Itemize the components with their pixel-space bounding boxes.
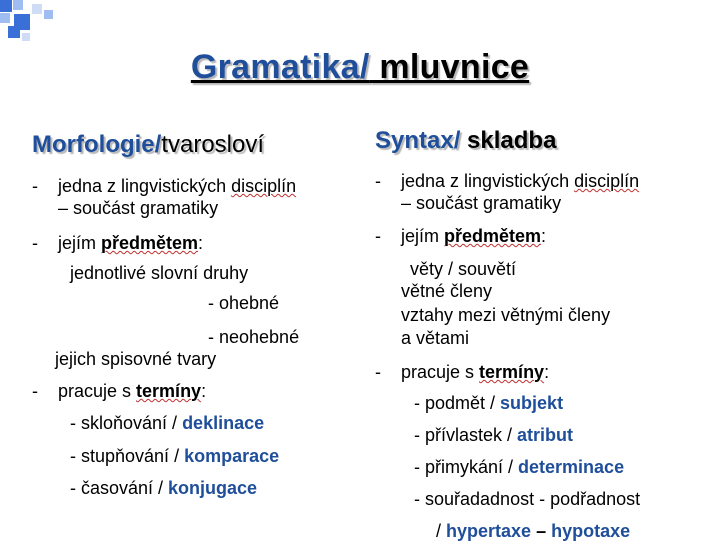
left-term-1-cz: - skloňování / xyxy=(70,413,183,433)
right-term-2 xyxy=(414,424,573,446)
left-word-types: jednotlivé slovní druhy xyxy=(70,263,249,283)
right-term-1-cz: - podmět / xyxy=(414,393,501,413)
left-term-1 xyxy=(70,412,264,434)
left-item2-text: jejím xyxy=(58,233,102,253)
right-hypertaxe-line xyxy=(436,520,630,542)
right-item2-subject: předmětem xyxy=(444,226,542,246)
left-item3 xyxy=(58,380,206,402)
left-item3-terms: termíny xyxy=(136,381,202,401)
right-item1-line2: – součást gramatiky xyxy=(401,193,562,213)
right-heading xyxy=(375,127,556,155)
right-item2-colon: : xyxy=(541,226,547,246)
right-item1-line1 xyxy=(401,170,639,192)
right-object-4: a větami xyxy=(401,328,470,348)
right-item1-dash: - xyxy=(375,171,381,191)
right-item3-terms: termíny xyxy=(479,362,545,382)
left-flexible: - ohebné xyxy=(208,293,280,313)
left-item2-colon: : xyxy=(198,233,204,253)
left-item1-line1 xyxy=(58,175,296,197)
left-term-1-latin: deklinace xyxy=(182,413,265,433)
right-term-3 xyxy=(414,456,624,478)
right-item2-text: jejím xyxy=(401,226,445,246)
left-item3-dash: - xyxy=(32,381,38,401)
right-item3-text: pracuje s xyxy=(401,362,480,382)
right-heading-part2: skladba xyxy=(460,127,557,154)
right-item2 xyxy=(401,225,546,247)
left-term-2 xyxy=(70,445,279,467)
left-item2 xyxy=(58,232,203,254)
corner-decoration xyxy=(0,0,80,45)
right-object-2: větné členy xyxy=(401,281,493,301)
page-title xyxy=(0,48,720,87)
left-term-3 xyxy=(70,477,257,499)
right-item3-colon: : xyxy=(544,362,550,382)
right-heading-part1: Syntax/ xyxy=(375,127,461,154)
left-heading xyxy=(32,131,264,159)
left-term-3-cz: - časování / xyxy=(70,478,169,498)
right-hypotaxe: hypotaxe xyxy=(551,521,631,541)
left-item2-dash: - xyxy=(32,233,38,253)
right-term-3-latin: determinace xyxy=(518,457,625,477)
right-item3-dash: - xyxy=(375,362,381,382)
left-item3-text: pracuje s xyxy=(58,381,137,401)
left-term-2-latin: komparace xyxy=(184,446,280,466)
right-term-2-cz: - přívlastek / xyxy=(414,425,518,445)
right-object-1: věty / souvětí xyxy=(410,259,517,279)
left-standard-forms: jejich spisovné tvary xyxy=(55,349,217,369)
left-item1-line2: – součást gramatiky xyxy=(58,198,219,218)
right-object-3: vztahy mezi větnými členy xyxy=(401,305,611,325)
right-item2-dash: - xyxy=(375,226,381,246)
right-term-2-latin: atribut xyxy=(517,425,574,445)
right-term-1 xyxy=(414,392,563,414)
right-term-1-latin: subjekt xyxy=(500,393,564,413)
right-hyper-prefix: / xyxy=(436,521,447,541)
left-item1-discipline: disciplín xyxy=(231,176,297,196)
right-item1-text: jedna z lingvistických xyxy=(401,171,575,191)
right-hyper-sep: – xyxy=(531,521,552,541)
left-heading-part2: tvarosloví xyxy=(161,131,265,158)
left-heading-part1: Morfologie/ xyxy=(32,131,162,158)
left-item1-dash: - xyxy=(32,176,38,196)
right-coordination: - souřadadnost - podřadnost xyxy=(414,489,641,509)
title-part1: Gramatika/ xyxy=(190,48,370,86)
right-term-3-cz: - přimykání / xyxy=(414,457,519,477)
left-term-3-latin: konjugace xyxy=(168,478,258,498)
right-item3 xyxy=(401,361,549,383)
right-item1-discipline: disciplín xyxy=(574,171,640,191)
left-term-2-cz: - stupňování / xyxy=(70,446,185,466)
left-inflexible: - neohebné xyxy=(208,327,300,347)
left-item1-text: jedna z lingvistických xyxy=(58,176,232,196)
right-hypertaxe: hypertaxe xyxy=(446,521,532,541)
title-part2: mluvnice xyxy=(369,48,530,86)
left-item3-colon: : xyxy=(201,381,207,401)
left-item2-subject: předmětem xyxy=(101,233,199,253)
